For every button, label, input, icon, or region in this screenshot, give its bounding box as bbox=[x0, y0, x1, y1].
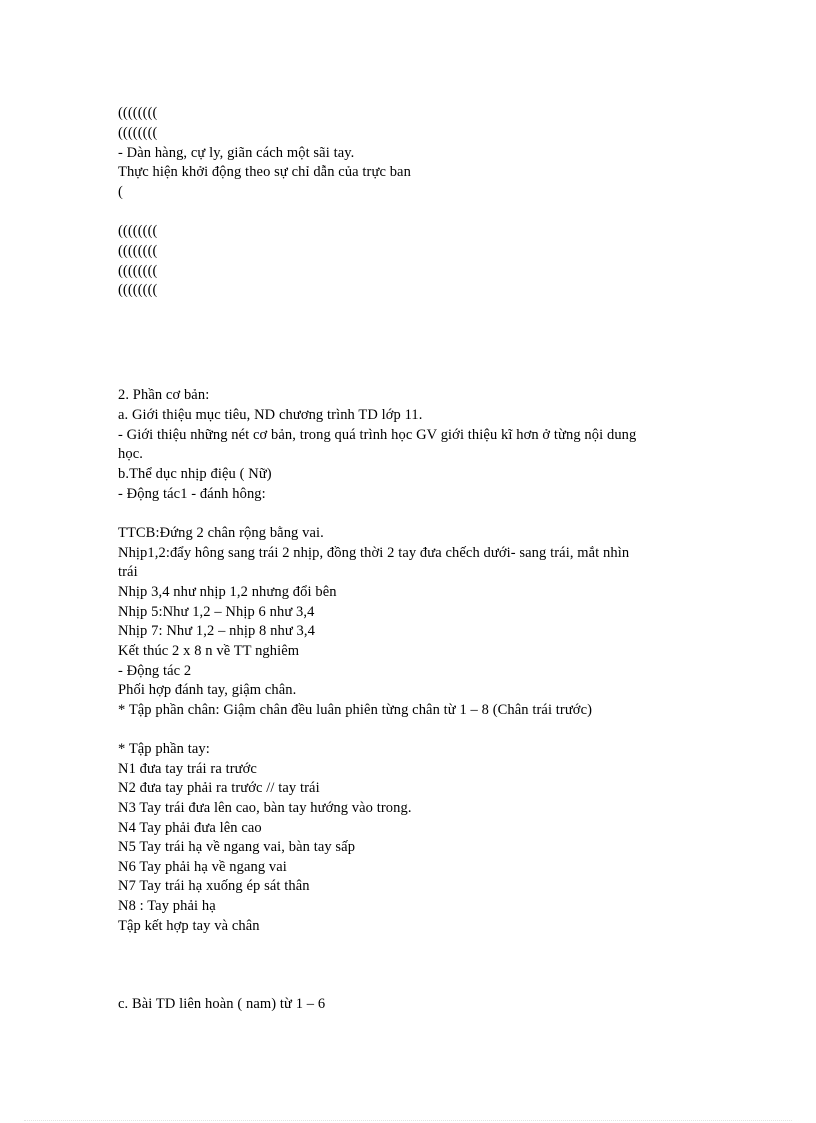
page-bottom-divider bbox=[24, 1120, 792, 1121]
text-line: học. bbox=[118, 446, 143, 462]
text-line: N7 Tay trái hạ xuống ép sát thân bbox=[118, 878, 310, 894]
subsection-heading: b.Thể dục nhịp điệu ( Nữ) bbox=[118, 466, 272, 482]
text-line: - Dàn hàng, cự ly, giãn cách một sãi tay. bbox=[118, 145, 355, 161]
text-line: - Giới thiệu những nét cơ bản, trong quá trình học GV giới thiệu kĩ hơn ở từng nội dung bbox=[118, 427, 637, 443]
text-line: Thực hiện khởi động theo sự chỉ dẫn của trực ban bbox=[118, 164, 411, 180]
text-line: N8 : Tay phải hạ bbox=[118, 898, 216, 914]
text-line: N1 đưa tay trái ra trước bbox=[118, 761, 257, 777]
bracket-row: (((((((( bbox=[118, 282, 158, 298]
text-line: * Tập phần tay: bbox=[118, 741, 210, 757]
text-line: N3 Tay trái đưa lên cao, bàn tay hướng vào trong. bbox=[118, 800, 412, 816]
text-line: trái bbox=[118, 564, 138, 580]
section-heading: 2. Phần cơ bản: bbox=[118, 387, 210, 403]
bracket-row: (((((((( bbox=[118, 223, 158, 239]
text-line: Tập kết hợp tay và chân bbox=[118, 918, 260, 934]
text-line: N5 Tay trái hạ về ngang vai, bàn tay sấp bbox=[118, 839, 356, 855]
text-line: N4 Tay phải đưa lên cao bbox=[118, 820, 262, 836]
text-line: Nhịp 3,4 như nhịp 1,2 nhưng đổi bên bbox=[118, 584, 337, 600]
bracket-row: (((((((( bbox=[118, 243, 158, 259]
text-line: a. Giới thiệu mục tiêu, ND chương trình TD lớp 11. bbox=[118, 407, 423, 423]
bracket-row: (((((((( bbox=[118, 105, 158, 121]
text-line: TTCB:Đứng 2 chân rộng bằng vai. bbox=[118, 525, 324, 541]
text-line: Nhịp1,2:đẩy hông sang trái 2 nhịp, đồng thời 2 tay đưa chếch dưới- sang trái, mắt nhìn bbox=[118, 545, 630, 561]
text-line: Nhịp 7: Như 1,2 – nhịp 8 như 3,4 bbox=[118, 623, 315, 639]
text-line: - Động tác 2 bbox=[118, 663, 192, 679]
text-line: Phối hợp đánh tay, giậm chân. bbox=[118, 682, 297, 698]
bracket-row: (((((((( bbox=[118, 125, 158, 141]
bracket-row: ( bbox=[118, 184, 123, 200]
text-line: - Động tác1 - đánh hông: bbox=[118, 486, 266, 502]
subsection-heading: c. Bài TD liên hoàn ( nam) từ 1 – 6 bbox=[118, 996, 326, 1012]
bracket-row: (((((((( bbox=[118, 263, 158, 279]
text-line: N2 đưa tay phải ra trước // tay trái bbox=[118, 780, 320, 796]
text-line: Nhịp 5:Như 1,2 – Nhịp 6 như 3,4 bbox=[118, 604, 315, 620]
text-line: * Tập phần chân: Giậm chân đều luân phiên từng chân từ 1 – 8 (Chân trái trước) bbox=[118, 702, 593, 718]
text-line: N6 Tay phải hạ về ngang vai bbox=[118, 859, 287, 875]
text-line: Kết thúc 2 x 8 n về TT nghiêm bbox=[118, 643, 300, 659]
